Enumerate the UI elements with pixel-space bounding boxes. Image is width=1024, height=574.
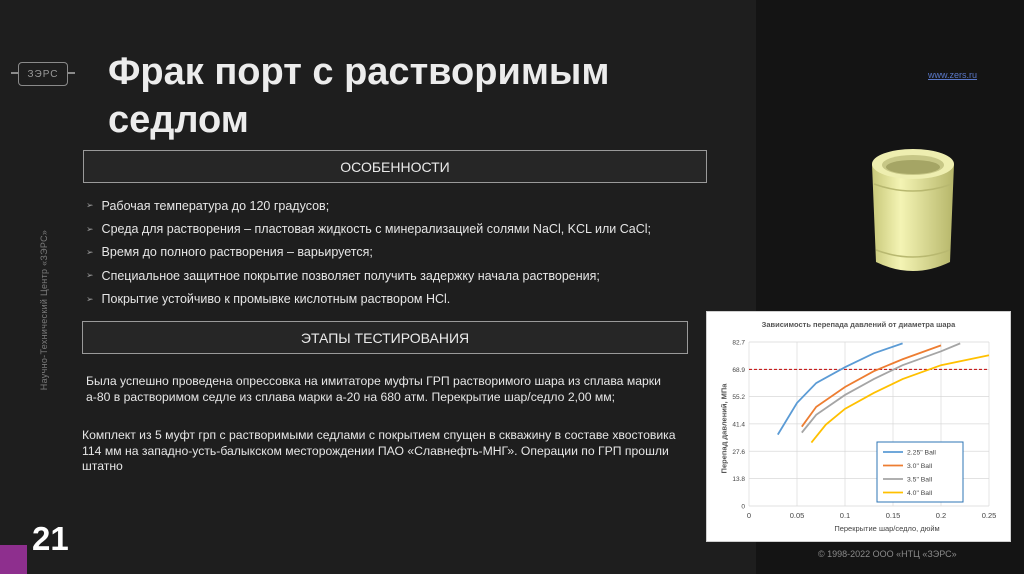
list-item: ➢ Рабочая температура до 120 градусов; [86, 198, 330, 213]
bullet-arrow-icon: ➢ [86, 246, 94, 257]
x-tick-label: 0.05 [789, 511, 805, 520]
dissolvable-seat-image [858, 140, 968, 280]
series-line [802, 343, 960, 432]
y-tick-label: 13.8 [732, 476, 745, 484]
x-tick-label: 0.1 [839, 511, 851, 520]
page-number: 21 [32, 520, 69, 557]
features-list [86, 194, 651, 311]
chart-y-label: Перепад давлений, МПа [719, 383, 729, 474]
copyright: © 1998-2022 ООО «НТЦ «ЗЭРС» [818, 549, 957, 559]
x-tick-label: 0 [746, 511, 752, 520]
legend-label: 3.5" Ball [907, 476, 933, 484]
list-item: ➢ Специальное защитное покрытие позволяет получить задержку начала растворения; [86, 268, 600, 283]
testing-heading: ЭТАПЫ ТЕСТИРОВАНИЯ [82, 321, 688, 354]
company-logo: ЗЭРС [18, 62, 68, 86]
chart-title: Зависимость перепада давлений от диаметра шара [761, 320, 956, 329]
features-heading: ОСОБЕННОСТИ [83, 150, 707, 183]
testing-paragraph-2: Комплект из 5 муфт грп с растворимыми седлами с покрытием спущен в скважину в составе хвостовика 114 мм на западно-усть-балыкском месторождении ПАО «Славнефть-МНГ». Операции по ГРП прошли штатно [82, 428, 676, 473]
y-tick-label: 0 [741, 503, 745, 511]
accent-bar [0, 545, 27, 574]
vertical-caption: Научно-Технический Центр «ЗЭРС» [39, 229, 49, 391]
y-tick-label: 68.9 [732, 366, 745, 374]
slide-title: Фрак порт с растворимым седлом [108, 51, 610, 141]
list-item: ➢ Среда для растворения – пластовая жидкость с минерализацией солями NaCl, KCL или CaCl; [86, 222, 651, 237]
bullet-arrow-icon: ➢ [86, 223, 94, 234]
x-tick-label: 0.15 [885, 511, 901, 520]
y-tick-label: 82.7 [732, 339, 745, 347]
y-tick-label: 27.6 [732, 448, 745, 456]
x-tick-label: 0.25 [981, 511, 997, 520]
chart-plot [707, 312, 1010, 541]
chart-x-label: Перекрытие шар/седло, дюйм [834, 524, 940, 533]
list-item: ➢ Покрытие устойчиво к промывке кислотным раствором HCl. [86, 292, 451, 307]
legend-label: 2.25" Ball [907, 449, 936, 457]
legend-label: 3.0" Ball [907, 463, 933, 470]
bullet-arrow-icon: ➢ [86, 270, 94, 281]
bullet-arrow-icon: ➢ [86, 200, 94, 211]
pressure-chart [706, 311, 1011, 542]
legend-label: 4.0" Ball [907, 490, 933, 497]
y-tick-label: 55.2 [732, 394, 745, 402]
x-tick-label: 0.2 [935, 511, 947, 520]
testing-paragraph-1: Была успешно проведена опрессовка на имитаторе муфты ГРП растворимого шара из сплава марки а-80 в растворимом седле из сплава марки а-20 на 680 атм. Перекрытие шар/седло 2,00 мм; [86, 374, 661, 404]
list-item: ➢ Время до полного растворения – варьируется; [86, 245, 373, 260]
series-line [802, 345, 941, 426]
bullet-arrow-icon: ➢ [86, 293, 94, 304]
website-link[interactable]: www.zers.ru [928, 70, 978, 80]
y-tick-label: 41.4 [732, 421, 745, 429]
